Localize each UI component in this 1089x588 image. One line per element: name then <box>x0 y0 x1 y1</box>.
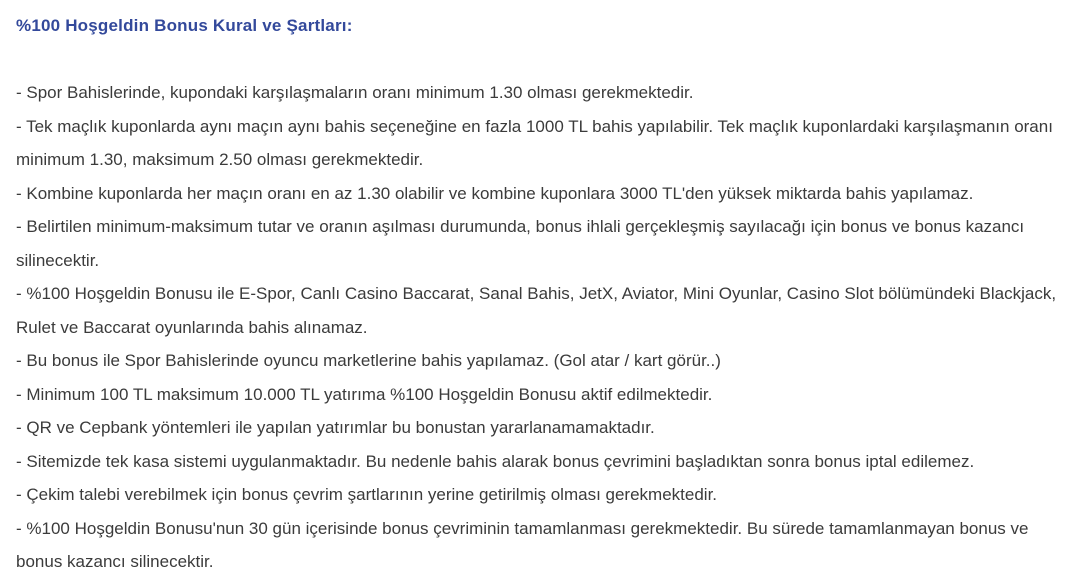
rule-item: - Sitemizde tek kasa sistemi uygulanmaktadır. Bu nedenle bahis alarak bonus çevrimini başladıktan sonra bonus iptal edilemez. <box>16 451 975 471</box>
rule-item: - %100 Hoşgeldin Bonusu ile E-Spor, Canlı Casino Baccarat, Sanal Bahis, JetX, Aviator, Mini Oyunlar, Casino Slot bölümündeki Blackjack, Rulet ve Baccarat oyunlarında bahis alınamaz. <box>16 284 1057 337</box>
rules-list <box>16 76 1071 579</box>
rule-item: - Minimum 100 TL maksimum 10.000 TL yatırıma %100 Hoşgeldin Bonusu aktif edilmektedir. <box>16 384 713 404</box>
rule-item: - %100 Hoşgeldin Bonusu'nun 30 gün içerisinde bonus çevriminin tamamlanması gerekmektedir. Bu sürede tamamlanmayan bonus ve bonus kazancı silinecektir. <box>16 518 1029 571</box>
rule-item: - Spor Bahislerinde, kupondaki karşılaşmaların oranı minimum 1.30 olması gerekmektedir. <box>16 83 694 102</box>
rule-item: - QR ve Cepbank yöntemleri ile yapılan yatırımlar bu bonustan yararlanamamaktadır. <box>16 418 655 437</box>
rule-item: - Kombine kuponlarda her maçın oranı en az 1.30 olabilir ve kombine kuponlara 3000 TL'den yüksek miktarda bahis yapılamaz. <box>16 183 974 203</box>
rule-item: - Çekim talebi verebilmek için bonus çevrim şartlarının yerine getirilmiş olması gerekmektedir. <box>16 485 718 504</box>
page-title: %100 Hoşgeldin Bonus Kural ve Şartları: <box>16 16 353 35</box>
rule-item: - Belirtilen minimum-maksimum tutar ve oranın aşılması durumunda, bonus ihlali gerçekleşmiş sayılacağı için bonus ve bonus kazancı silinecektir. <box>16 217 1025 270</box>
rule-item: - Bu bonus ile Spor Bahislerinde oyuncu marketlerine bahis yapılamaz. (Gol atar / kart görür..) <box>16 351 721 370</box>
rule-item: - Tek maçlık kuponlarda aynı maçın aynı bahis seçeneğine en fazla 1000 TL bahis yapılabilir. Tek maçlık kuponlardaki karşılaşmanın oranı minimum 1.30, maksimum 2.50 olması gerekmektedir. <box>16 116 1053 169</box>
